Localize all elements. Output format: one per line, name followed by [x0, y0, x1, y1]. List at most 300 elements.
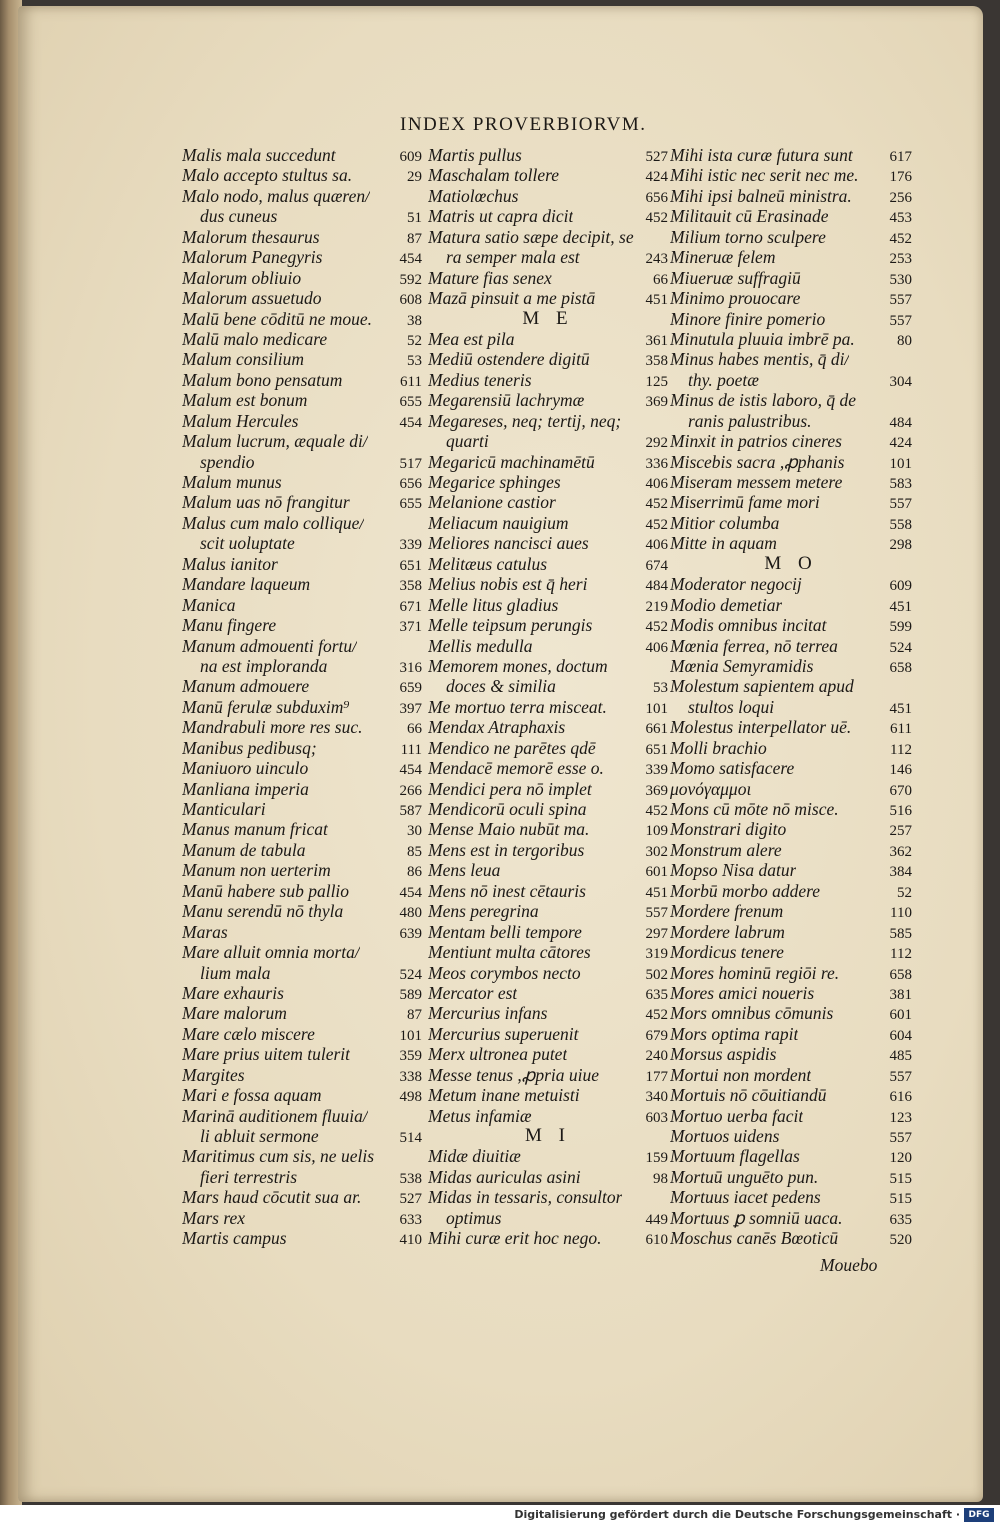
entry-text: Mendacē memorē esse o. [428, 758, 604, 779]
index-column-2 [428, 145, 668, 1249]
entry-text: Manū ferulæ subduxim⁹ [182, 696, 350, 717]
entry-text: Maras [182, 921, 228, 942]
page-number: 336 [645, 455, 668, 472]
page-number: 85 [407, 843, 422, 860]
index-entry [670, 1106, 912, 1126]
entry-text: Molestus interpellator uē. [670, 717, 852, 738]
page-number: 679 [645, 1027, 668, 1044]
page-number: 125 [645, 373, 668, 390]
entry-text: Mare malorum [182, 1003, 287, 1024]
index-entry [428, 1228, 668, 1248]
index-entry [182, 615, 422, 635]
index-entry [670, 615, 912, 635]
entry-text: Malum uas nō frangitur [182, 492, 350, 513]
entry-text: Mortuis nō cōuitiandū [670, 1085, 827, 1106]
index-entry [670, 717, 912, 737]
page-number: 30 [407, 823, 422, 840]
index-entry [182, 431, 422, 451]
index-entry [428, 860, 668, 880]
page-number: 587 [399, 803, 422, 819]
page-number: 655 [399, 496, 422, 513]
entry-text: Mendicorū oculi spina [428, 799, 587, 819]
index-column-1 [182, 145, 422, 1249]
page-number: 424 [889, 435, 912, 452]
entry-text: Melle litus gladius [428, 594, 559, 615]
index-entry [182, 370, 422, 390]
index-entry [182, 1208, 422, 1228]
entry-text: Martis pullus [428, 145, 522, 165]
entry-text: Malorum obliuio [182, 267, 302, 288]
page-number: 339 [399, 537, 422, 554]
index-entry [182, 206, 422, 226]
entry-text: M O [764, 553, 818, 574]
page-number: 112 [890, 741, 912, 758]
section-letter-heading [428, 309, 668, 329]
entry-text: Maritimus cum sis, ne uelis [182, 1146, 375, 1167]
index-entry [428, 881, 668, 901]
index-entry [670, 390, 912, 410]
entry-text: Melle teipsum perungis [428, 615, 593, 636]
entry-text: Megarice sphinges [428, 472, 561, 492]
page-number: 319 [645, 946, 668, 963]
page-number: 617 [889, 149, 912, 165]
index-entry [428, 472, 668, 492]
page-number: 659 [399, 680, 422, 697]
page-number: 592 [399, 271, 422, 288]
entry-text: Mercurius infans [428, 1003, 548, 1024]
page-number: 424 [645, 169, 668, 186]
page-number: 452 [645, 516, 668, 533]
page-number: 123 [889, 1109, 912, 1126]
page-number: 101 [889, 455, 912, 472]
page-number: 452 [645, 619, 668, 636]
index-entry [428, 963, 668, 983]
page-number: 517 [399, 455, 422, 472]
entry-text: Mons cū mōte nō misce. [670, 799, 839, 819]
section-letter-heading [428, 1126, 668, 1146]
index-entry [670, 533, 912, 553]
entry-text: lium mala [200, 962, 271, 983]
page-number: 557 [889, 312, 912, 329]
entry-text: Mores hominū regiōi re. [670, 962, 840, 983]
index-entry [670, 472, 912, 492]
index-entry [670, 1065, 912, 1085]
index-entry [428, 738, 668, 758]
index-entry [670, 1208, 912, 1228]
index-entry [182, 554, 422, 574]
page-number: 66 [653, 271, 668, 288]
entry-text: Mendax Atraphaxis [428, 717, 566, 738]
page-number: 384 [889, 864, 912, 881]
entry-text: Matris ut capra dicit [428, 206, 574, 227]
entry-text: Modio demetiar [670, 594, 783, 615]
index-entry [428, 656, 668, 676]
index-entry [670, 942, 912, 962]
index-entry [182, 1126, 422, 1146]
index-entry [670, 206, 912, 226]
entry-text: na est imploranda [200, 655, 328, 676]
page-number: 361 [645, 332, 668, 349]
index-entry [670, 840, 912, 860]
index-entry [670, 349, 912, 369]
page-number: 338 [399, 1068, 422, 1085]
entry-text: Mendico ne parētes qdē [428, 737, 596, 758]
index-entry [182, 901, 422, 921]
index-entry [428, 452, 668, 472]
entry-text: Malum bono pensatum [182, 369, 343, 390]
page-number: 452 [645, 496, 668, 513]
entry-text: Mandare laqueum [182, 574, 311, 595]
entry-text: Minutula pluuia imbrē pa. [670, 328, 855, 349]
index-entry [428, 717, 668, 737]
index-entry [428, 145, 668, 165]
index-entry [182, 656, 422, 676]
entry-text: Malorum thesaurus [182, 226, 320, 247]
entry-text: Malum consilium [182, 349, 305, 370]
entry-text: Mendici pera nō implet [428, 778, 592, 799]
entry-text: Militauit cū Erasinade [670, 206, 829, 227]
entry-text: Minimo prouocare [670, 288, 801, 309]
index-entry [182, 1003, 422, 1023]
index-entry [670, 165, 912, 185]
entry-text: Mitior columba [670, 512, 780, 533]
index-entry [182, 1024, 422, 1044]
footer-credit: Digitalisierung gefördert durch die Deutsche Forschungsgemeinschaft · [514, 1508, 960, 1521]
index-entry [428, 922, 668, 942]
page-number: 120 [889, 1150, 912, 1167]
page-number: 608 [399, 292, 422, 309]
entry-text: Matura satio sæpe decipit, se [428, 226, 634, 247]
page-number: 406 [645, 476, 668, 492]
entry-text: Mortuos uidens [670, 1126, 780, 1146]
index-entry [670, 145, 912, 165]
page-number: 266 [399, 782, 422, 799]
page-number: 656 [645, 189, 668, 206]
page-number: 253 [889, 251, 912, 268]
index-entry [670, 676, 912, 696]
index-entry [428, 268, 668, 288]
index-entry [428, 1044, 668, 1064]
index-entry [670, 697, 912, 717]
index-entry [182, 492, 422, 512]
index-entry [428, 349, 668, 369]
index-entry [182, 595, 422, 615]
page-number: 38 [407, 312, 422, 329]
entry-text: Minus de istis laboro, q̄ de [670, 390, 857, 411]
entry-text: Manu serendū nō thyla [182, 901, 344, 922]
entry-text: Mercator est [428, 982, 518, 1003]
index-entry [670, 881, 912, 901]
entry-text: Malis mala succedunt [182, 145, 336, 165]
index-entry [428, 411, 668, 431]
index-entry [182, 799, 422, 819]
page-number: 601 [645, 864, 668, 881]
page-number: 514 [399, 1130, 422, 1146]
entry-text: Mortui non mordent [670, 1064, 812, 1085]
page-number: 159 [645, 1150, 668, 1167]
index-entry [670, 922, 912, 942]
entry-text: quarti [446, 431, 489, 452]
entry-text: Mense Maio nubūt ma. [428, 819, 590, 840]
entry-text: Minore finire pomerio [670, 308, 826, 329]
entry-text: Mordicus tenere [670, 942, 784, 963]
entry-text: Mens peregrina [428, 901, 539, 922]
index-entry [428, 595, 668, 615]
page-number: 454 [399, 414, 422, 431]
page-number: 176 [889, 169, 912, 186]
page-number: 410 [399, 1232, 422, 1249]
section-letter-heading [670, 554, 912, 574]
index-entry [182, 1228, 422, 1248]
page-number: 656 [399, 476, 422, 492]
page-number: 609 [399, 149, 422, 165]
page-number: 177 [645, 1068, 668, 1085]
entry-text: Mea est pila [428, 328, 515, 349]
page-number: 243 [645, 251, 668, 268]
page-number: 670 [889, 782, 912, 799]
index-entry [182, 819, 422, 839]
index-entry [182, 513, 422, 533]
index-entry [182, 268, 422, 288]
index-entry [428, 165, 668, 185]
page-number: 406 [645, 537, 668, 554]
entry-text: M E [522, 308, 574, 329]
entry-text: Margites [182, 1064, 245, 1085]
index-entry [182, 1167, 422, 1187]
page-number: 611 [890, 721, 912, 738]
entry-text: Malum Hercules [182, 410, 299, 431]
page-number: 358 [645, 353, 668, 370]
entry-text: Malum lucrum, æquale di/ [182, 431, 368, 452]
page-number: 635 [889, 1211, 912, 1228]
index-entry [182, 247, 422, 267]
index-entry [182, 1187, 422, 1207]
index-entry [670, 1024, 912, 1044]
index-entry [670, 431, 912, 451]
index-entry [428, 779, 668, 799]
index-entry [428, 636, 668, 656]
entry-text: Melitæus catulus [428, 553, 548, 574]
index-entry [182, 472, 422, 492]
page-number: 527 [399, 1191, 422, 1208]
index-entry [428, 983, 668, 1003]
entry-text: Malorum assuetudo [182, 288, 322, 309]
page-number: 451 [645, 292, 668, 309]
page-number: 86 [407, 864, 422, 881]
page-number: 661 [645, 721, 668, 738]
entry-text: Malus ianitor [182, 553, 278, 574]
index-entry [670, 329, 912, 349]
page-number: 110 [890, 905, 912, 922]
page-number: 358 [399, 578, 422, 595]
entry-text: scit uoluptate [200, 533, 295, 554]
page-number: 53 [407, 353, 422, 370]
entry-text: Megareses, neq; tertij, neq; [428, 410, 622, 431]
page-number: 515 [889, 1191, 912, 1208]
index-entry [428, 942, 668, 962]
page-number: 484 [645, 578, 668, 595]
page-number: 651 [645, 741, 668, 758]
page-number: 515 [889, 1170, 912, 1187]
page-number: 538 [399, 1170, 422, 1187]
index-entry [182, 1106, 422, 1126]
entry-text: Manum de tabula [182, 839, 306, 860]
page-number: 635 [645, 986, 668, 1003]
page-number: 51 [407, 210, 422, 227]
index-entry [670, 186, 912, 206]
page-number: 480 [399, 905, 422, 922]
entry-text: M I [525, 1126, 571, 1146]
page-number: 454 [399, 884, 422, 901]
entry-text: Mortuum flagellas [670, 1146, 800, 1167]
entry-text: Malum munus [182, 472, 282, 492]
index-entry [182, 390, 422, 410]
index-entry [670, 1167, 912, 1187]
page-number: 52 [897, 884, 912, 901]
index-entry [670, 1044, 912, 1064]
entry-text: Minus habes mentis, q̄ di/ [670, 349, 850, 370]
page-number: 52 [407, 332, 422, 349]
page-number: 452 [645, 1007, 668, 1024]
page-number: 599 [889, 619, 912, 636]
page-number: 671 [399, 598, 422, 615]
entry-text: Miueruæ suffragiū [670, 267, 801, 288]
page-number: 655 [399, 394, 422, 411]
page-number: 524 [889, 639, 912, 656]
index-entry [670, 636, 912, 656]
entry-text: Molestum sapientem apud [670, 676, 854, 697]
entry-text: Manus manum fricat [182, 819, 328, 840]
page-number: 454 [399, 762, 422, 779]
page-number: 449 [645, 1211, 668, 1228]
index-entry [670, 1228, 912, 1248]
running-head: INDEX PROVERBIORVM. [400, 114, 647, 135]
page-number: 452 [889, 230, 912, 247]
entry-text: dus cuneus [200, 206, 278, 227]
entry-text: Midas auriculas asini [428, 1166, 581, 1187]
page-number: 316 [399, 659, 422, 676]
entry-text: Mens nō inest cētauris [428, 880, 586, 901]
page-number: 112 [890, 946, 912, 963]
index-entry [182, 738, 422, 758]
page-number: 674 [645, 557, 668, 574]
index-entry [182, 1065, 422, 1085]
entry-text: Minxit in patrios cineres [670, 431, 842, 452]
index-entry [182, 983, 422, 1003]
page-number: 406 [645, 639, 668, 656]
entry-text: Megarensiū lachrymæ [428, 390, 585, 411]
index-entry [670, 1003, 912, 1023]
page-number: 257 [889, 823, 912, 840]
entry-text: Mars haud cōcutit sua ar. [182, 1187, 362, 1208]
entry-text: Malo nodo, malus quæren/ [182, 185, 370, 206]
page-number: 451 [889, 700, 912, 717]
page-number: 371 [399, 619, 422, 636]
entry-text: spendio [200, 451, 255, 472]
page-number: 101 [399, 1027, 422, 1044]
entry-text: ra semper mala est [446, 247, 580, 268]
index-entry [428, 676, 668, 696]
index-entry [670, 370, 912, 390]
page-number: 603 [645, 1109, 668, 1126]
page-number: 80 [897, 332, 912, 349]
entry-text: Malū malo medicare [182, 328, 328, 349]
entry-text: Mopso Nisa datur [670, 860, 797, 881]
index-entry [428, 329, 668, 349]
entry-text: Mortuo uerba facit [670, 1105, 804, 1126]
page-number: 101 [645, 700, 668, 717]
entry-text: Midas in tessaris, consultor [428, 1187, 623, 1208]
page-number: 583 [889, 476, 912, 492]
index-entry [670, 309, 912, 329]
entry-text: Mitte in aquam [670, 533, 777, 554]
entry-text: Mandrabuli more res suc. [182, 717, 363, 738]
entry-text: Milium torno sculpere [670, 226, 826, 247]
entry-text: Mihi ipsi balneū ministra. [670, 185, 852, 206]
entry-text: Meliores nancisci aues [428, 533, 589, 554]
page-number: 452 [645, 803, 668, 819]
page-number: 557 [889, 496, 912, 513]
entry-text: Martis campus [182, 1228, 287, 1249]
index-entry [428, 390, 668, 410]
page-number: 256 [889, 189, 912, 206]
entry-text: Merx ultronea putet [428, 1044, 568, 1065]
dfg-logo: DFG [964, 1508, 994, 1522]
page-number: 146 [889, 762, 912, 779]
index-entry [428, 697, 668, 717]
entry-text: Morsus aspidis [670, 1044, 777, 1065]
page-number: 639 [399, 925, 422, 942]
entry-text: Midæ diuitiæ [428, 1146, 521, 1167]
entry-text: Morbū morbo addere [670, 880, 821, 901]
index-entry [428, 1024, 668, 1044]
page-number: 29 [407, 169, 422, 186]
catchword: Mouebo [820, 1255, 878, 1275]
entry-text: Memorem mones, doctum [428, 655, 608, 676]
entry-text: Manū habere sub pallio [182, 880, 350, 901]
index-entry [182, 186, 422, 206]
entry-text: Modis omnibus incitat [670, 615, 827, 636]
index-entry [428, 799, 668, 819]
entry-text: Mare cælo miscere [182, 1023, 315, 1044]
index-entry [428, 819, 668, 839]
entry-text: Manum admouere [182, 676, 310, 697]
index-entry [428, 492, 668, 512]
entry-text: Moderator negocij [670, 574, 802, 595]
index-entry [182, 963, 422, 983]
entry-text: Mors omnibus cōmunis [670, 1003, 834, 1024]
entry-text: Mentam belli tempore [428, 921, 582, 942]
index-entry [182, 411, 422, 431]
entry-text: Manum admouenti fortu/ [182, 635, 357, 656]
index-entry [182, 349, 422, 369]
index-entry [670, 452, 912, 472]
entry-text: Meos corymbos necto [428, 962, 581, 983]
page-number: 557 [889, 1130, 912, 1146]
entry-text: Monstrari digito [670, 819, 787, 840]
index-entry [182, 1146, 422, 1166]
page-number: 557 [889, 1068, 912, 1085]
index-entry [428, 840, 668, 860]
digitization-footer [0, 1505, 1000, 1525]
page-number: 585 [889, 925, 912, 942]
entry-text: Meliacum nauigium [428, 512, 569, 533]
page-number: 452 [645, 210, 668, 227]
page-number: 219 [645, 598, 668, 615]
entry-text: Molli brachio [670, 737, 767, 758]
index-column-3 [670, 145, 912, 1249]
index-entry [428, 1167, 668, 1187]
